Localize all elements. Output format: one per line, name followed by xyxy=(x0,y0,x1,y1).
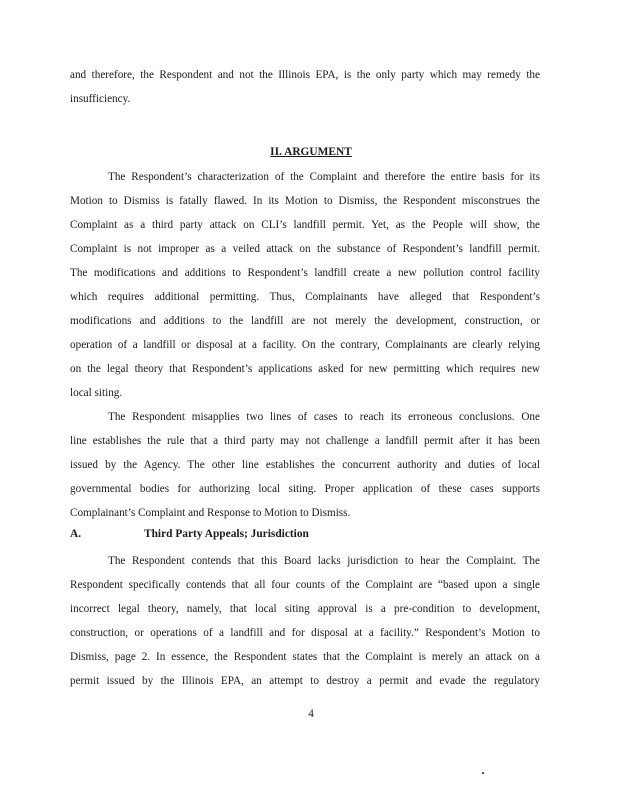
scan-speck xyxy=(482,772,484,774)
page-number: 4 xyxy=(308,708,314,720)
subsection-title: Third Party Appeals; Jurisdiction xyxy=(144,528,309,540)
body-line-22: Dismiss, page 2. In essence, the Respondent states that the Complaint is merely an attack on a xyxy=(70,651,540,663)
body-line-17: Complainant’s Complaint and Response to Motion to Dismiss. xyxy=(70,507,351,519)
body-line-20: incorrect legal theory, namely, that local siting approval is a pre-condition to development, xyxy=(70,603,540,615)
body-line-3: The Respondent’s characterization of the Complaint and therefore the entire basis for its xyxy=(108,171,540,183)
section-heading-argument: II. ARGUMENT xyxy=(270,146,352,158)
body-line-11: on the legal theory that Respondent’s applications asked for new permitting which requires new xyxy=(70,363,540,375)
body-line-15: issued by the Agency. The other line establishes the concurrent authority and duties of local xyxy=(70,459,540,471)
body-line-18: The Respondent contends that this Board lacks jurisdiction to hear the Complaint. The xyxy=(108,555,540,567)
body-line-9: modifications and additions to the landfill are not merely the development, construction, or xyxy=(70,315,540,327)
body-line-1: and therefore, the Respondent and not the Illinois EPA, is the only party which may remedy the xyxy=(70,69,540,81)
body-line-7: The modifications and additions to Respondent’s landfill create a new pollution control facility xyxy=(70,267,540,279)
subsection-heading xyxy=(70,528,309,540)
body-line-5: Complaint as a third party attack on CLI’s landfill permit. Yet, as the People will show, the xyxy=(70,219,540,231)
body-line-23: permit issued by the Illinois EPA, an attempt to destroy a permit and evade the regulatory xyxy=(70,675,540,687)
body-line-2: insufficiency. xyxy=(70,93,131,105)
body-line-13: The Respondent misapplies two lines of cases to reach its erroneous conclusions. One xyxy=(108,411,540,423)
body-line-8: which requires additional permitting. Thus, Complainants have alleged that Respondent’s xyxy=(70,291,540,303)
body-line-6: Complaint is not improper as a veiled attack on the substance of Respondent’s landfill permit. xyxy=(70,243,540,255)
body-line-12: local siting. xyxy=(70,387,123,399)
subsection-letter: A. xyxy=(70,528,82,540)
body-line-16: governmental bodies for authorizing local siting. Proper application of these cases supports xyxy=(70,483,540,495)
body-line-21: construction, or operations of a landfill and for disposal at a facility.” Respondent’s Motion to xyxy=(70,627,540,639)
body-line-14: line establishes the rule that a third party may not challenge a landfill permit after it has been xyxy=(70,435,540,447)
body-line-10: operation of a landfill or disposal at a facility. On the contrary, Complainants are clearly relying xyxy=(70,339,540,351)
body-line-4: Motion to Dismiss is fatally flawed. In its Motion to Dismiss, the Respondent misconstrues the xyxy=(70,195,540,207)
body-line-19: Respondent specifically contends that all four counts of the Complaint are “based upon a single xyxy=(70,579,540,591)
